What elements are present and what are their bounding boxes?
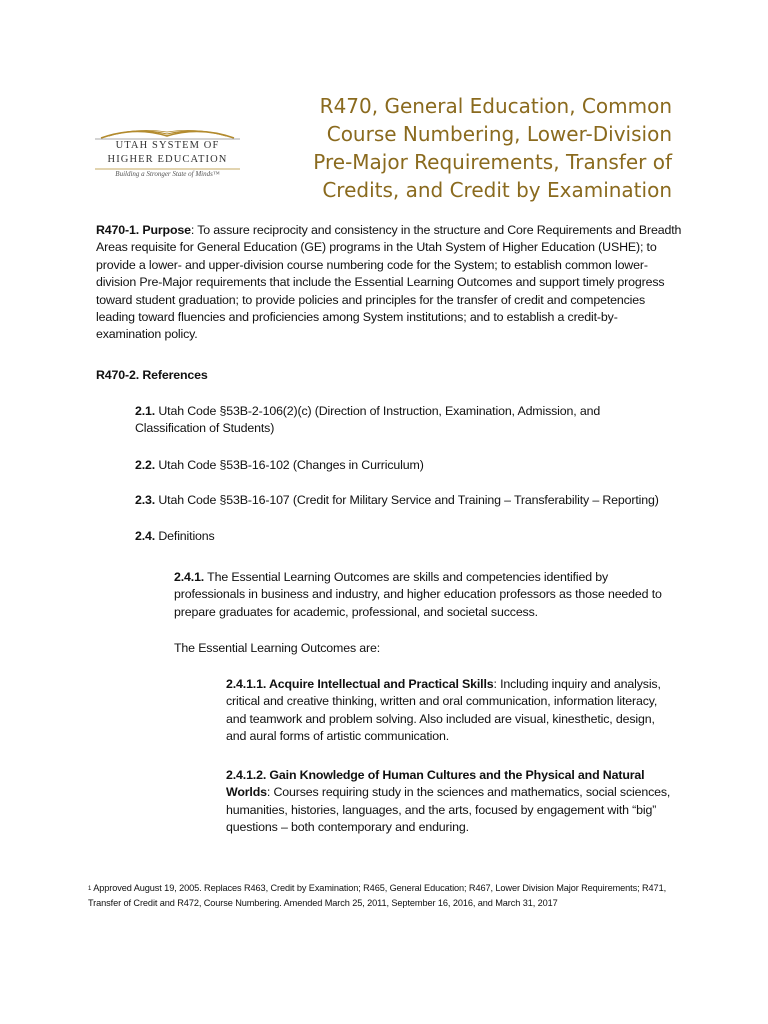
title-line-4: Credits, and Credit by Examination — [322, 178, 672, 202]
title-line-1: R470, General Education, Common — [319, 94, 672, 118]
definition-2-4-1-2 — [226, 767, 676, 837]
reference-text: Utah Code §53B-16-107 (Credit for Military Service and Training – Transferability – Reporting) — [155, 493, 659, 507]
reference-number: 2.1. — [135, 404, 156, 418]
ushe-logo — [95, 124, 240, 188]
open-book-icon — [95, 124, 240, 140]
definition-text: : Including inquiry and analysis, critical and creative thinking, written and oral communication, information literacy, and teamwork and problem solving. Also included are visual, kinesthetic, design, and aural forms of artistic communication. — [226, 677, 661, 744]
footnote-marker: 1 — [88, 886, 92, 892]
title-line-3: Pre-Major Requirements, Transfer of — [313, 150, 672, 174]
reference-text: Definitions — [155, 529, 215, 543]
reference-item — [135, 492, 715, 509]
reference-item — [135, 528, 535, 545]
reference-number: 2.4. — [135, 529, 156, 543]
definition-2-4-1 — [174, 569, 674, 621]
document-title — [252, 92, 672, 204]
reference-text: Utah Code §53B-2-106(2)(c) (Direction of Instruction, Examination, Admission, and Classification of Students) — [135, 404, 601, 436]
purpose-paragraph — [96, 222, 682, 344]
logo-line-1: UTAH SYSTEM OF — [115, 140, 220, 151]
definition-number: 2.4.1. — [174, 570, 205, 584]
reference-item — [135, 403, 655, 438]
reference-number: 2.3. — [135, 493, 156, 507]
elo-intro: The Essential Learning Outcomes are: — [174, 641, 381, 655]
definition-label: 2.4.1.2. Gain Knowledge of Human Cultures and the Physical and Natural Worlds — [226, 768, 645, 800]
definition-2-4-1-1 — [226, 676, 678, 746]
logo-line-2: HIGHER EDUCATION — [107, 154, 228, 165]
purpose-text: : To assure reciprocity and consistency in the structure and Core Requirements and Breadth Areas requisite for General Education (GE) programs in the Utah System of Higher Education (USHE); to provide a lower- and upper-division course numbering code for the System; to establish common lower-division Pre-Major requirements that include the Essential Learning Outcomes and support timely progress toward student graduation; to provide policies and principles for the transfer of credit and competencies leading toward fluencies and proficiencies among System institutions; and to establish a credit-by-examination policy. — [96, 223, 682, 342]
definition-text: The Essential Learning Outcomes are skills and competencies identified by professionals in business and industry, and higher education professors as those needed to prepare graduates for academic, professional, and societal success. — [174, 570, 662, 619]
purpose-label: R470-1. Purpose — [96, 223, 191, 237]
title-line-2: Course Numbering, Lower-Division — [326, 122, 672, 146]
references-heading — [96, 367, 496, 384]
footnote-text: Approved August 19, 2005. Replaces R463, Credit by Examination; R465, General Education; R467, Lower Division Major Requirements; R471, Transfer of Credit and R472, Course Numbering. Amended March 25, 2011, September 16, 2016, and March 31, 2017 — [88, 883, 667, 908]
references-heading-text: R470-2. References — [96, 368, 208, 382]
definition-label: 2.4.1.1. Acquire Intellectual and Practical Skills — [226, 677, 494, 691]
reference-text: Utah Code §53B-16-102 (Changes in Curriculum) — [155, 458, 424, 472]
definition-text: : Courses requiring study in the sciences and mathematics, social sciences, humanities, histories, languages, and the arts, focused by engagement with “big” questions – both contemporary and enduring. — [226, 785, 671, 835]
reference-number: 2.2. — [135, 458, 156, 472]
logo-tagline: Building a Stronger State of Minds™ — [115, 170, 220, 178]
footnote — [88, 881, 688, 910]
reference-item — [135, 457, 695, 474]
